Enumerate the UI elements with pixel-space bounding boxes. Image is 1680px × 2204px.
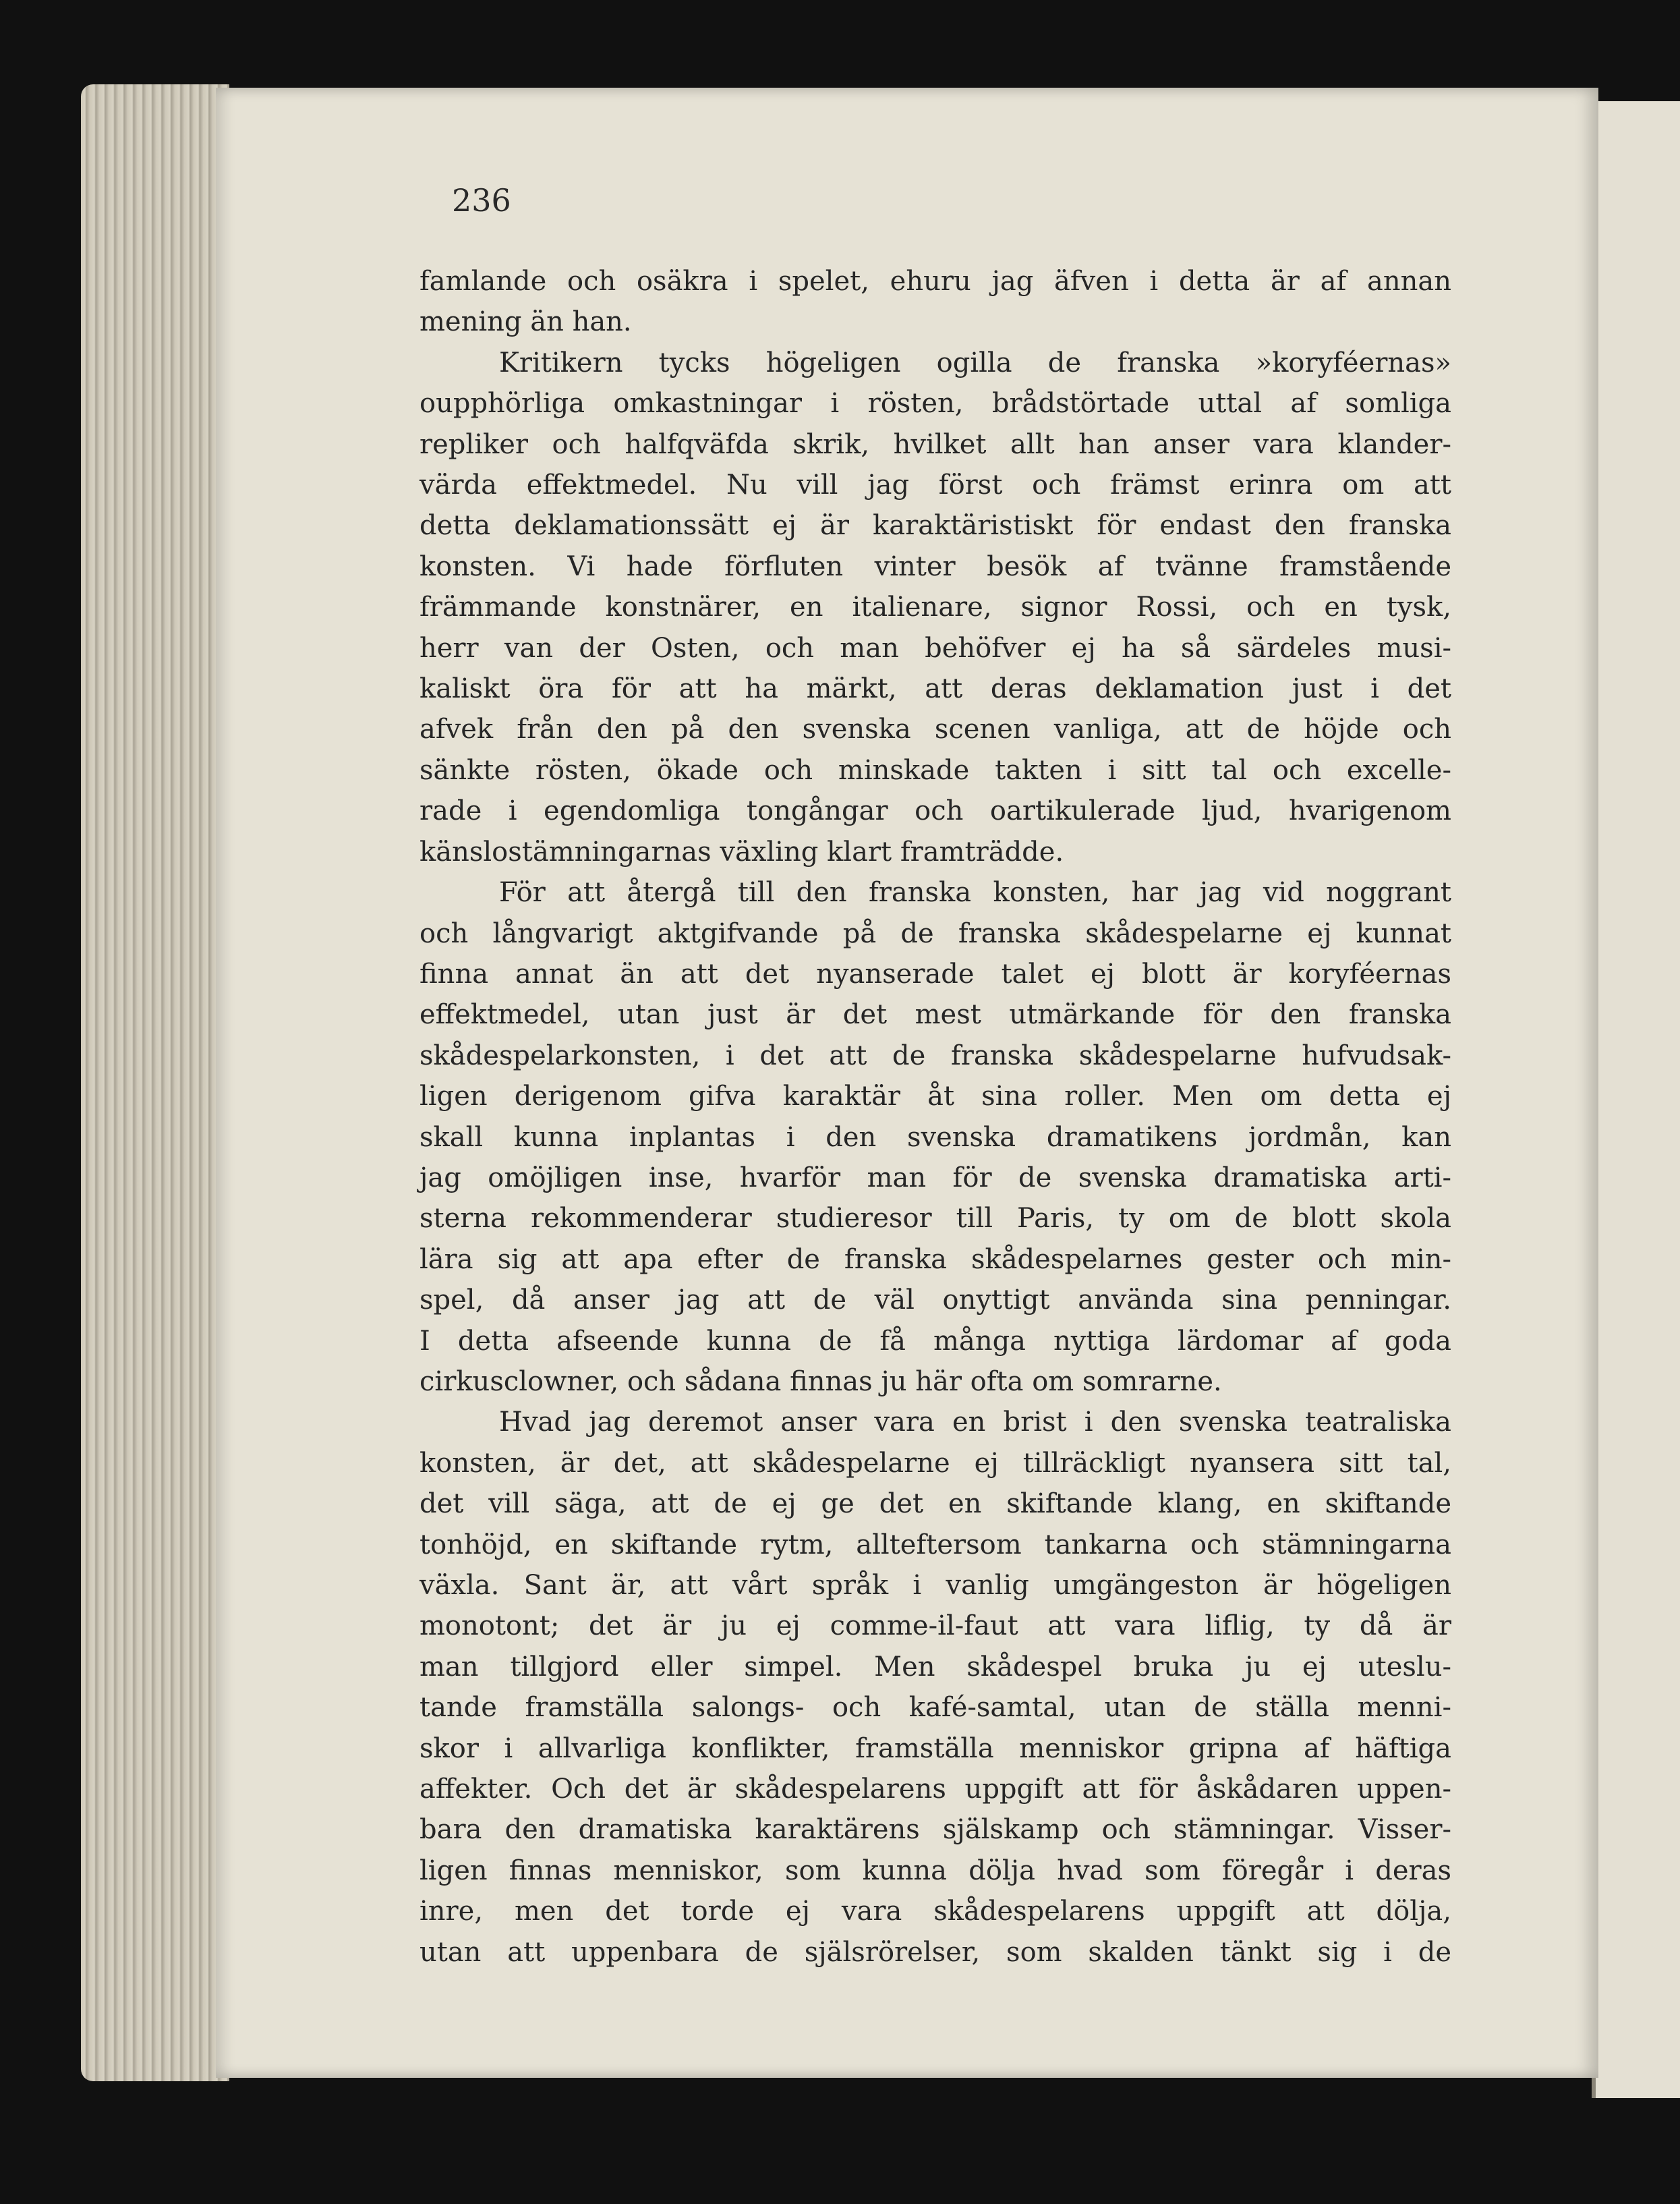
text-line: För att återgå till den franska konsten, har jag vid noggrant [499, 877, 1451, 909]
text-line: sänkte rösten, ökade och minskade takten i sitt tal och excelle- [419, 754, 1451, 786]
text-line: man tillgjord eller simpel. Men skådespel bruka ju ej uteslu- [419, 1651, 1451, 1683]
text-line: repliker och halfqväfda skrik, hvilket allt han anser vara klander- [419, 428, 1451, 460]
text-line: skor i allvarliga konflikter, framställa menniskor gripna af häftiga [419, 1732, 1451, 1764]
text-line: Kritikern tycks högeligen ogilla de franska »koryféernas» [499, 347, 1451, 378]
text-line: främmande konstnärer, en italienare, signor Rossi, och en tysk, [419, 592, 1451, 623]
paragraph-1 [419, 261, 1451, 343]
text-line: det vill säga, att de ej ge det en skiftande klang, en skiftande [419, 1488, 1451, 1520]
text-line: oupphörliga omkastningar i rösten, brådstörtade uttal af somliga [419, 388, 1451, 420]
text-line: känslostämningarnas växling klart framträdde. [419, 836, 1064, 868]
text-line: kaliskt öra för att ha märkt, att deras deklamation just i det [419, 673, 1451, 705]
text-line: Hvad jag deremot anser vara en brist i den svenska teatraliska [499, 1407, 1451, 1438]
text-line: mening än han. [419, 306, 632, 338]
text-line: monotont; det är ju ej comme-il-faut att vara liflig, ty då är [419, 1610, 1451, 1642]
text-line: I detta afseende kunna de få många nyttiga lärdomar af goda [419, 1325, 1451, 1357]
text-line: affekter. Och det är skådespelarens uppgift att för åskådaren uppen- [419, 1774, 1451, 1805]
text-line: bara den dramatiska karaktärens själskamp och stämningar. Visser- [419, 1814, 1451, 1846]
text-line: tonhöjd, en skiftande rytm, allteftersom tankarna och stämningarna [419, 1529, 1451, 1560]
text-line: detta deklamationssätt ej är karaktäristiskt för endast den franska [419, 510, 1451, 542]
text-line: ligen finnas menniskor, som kunna dölja hvad som föregår i deras [419, 1855, 1451, 1886]
facing-page-edge [1592, 101, 1680, 2098]
book-page-edges [81, 84, 229, 2081]
text-line: jag omöjligen inse, hvarför man för de svenska dramatiska arti- [419, 1162, 1451, 1193]
page-number: 236 [452, 182, 511, 219]
text-line: sterna rekommenderar studieresor till Paris, ty om de blott skola [419, 1203, 1451, 1235]
text-line: och långvarigt aktgifvande på de franska skådespelarne ej kunnat [419, 917, 1451, 949]
text-line: spel, då anser jag att de väl onyttigt använda sina penningar. [419, 1284, 1451, 1316]
text-line: finna annat än att det nyanserade talet ej blott är koryféernas [419, 958, 1451, 990]
paragraph-2 [419, 343, 1451, 872]
text-line: inre, men det torde ej vara skådespelarens uppgift att dölja, [419, 1896, 1451, 1927]
text-line: cirkusclowner, och sådana finnas ju här ofta om somrarne. [419, 1365, 1222, 1397]
text-line: utan att uppenbara de själsrörelser, som skalden tänkt sig i de [419, 1936, 1451, 1968]
text-line: famlande och osäkra i spelet, ehuru jag äfven i detta är af annan [419, 266, 1451, 297]
text-line: värda effektmedel. Nu vill jag först och främst erinra om att [419, 470, 1451, 501]
text-line: konsten, är det, att skådespelarne ej tillräckligt nyansera sitt tal, [419, 1447, 1451, 1479]
text-line: skall kunna inplantas i den svenska dramatikens jordmån, kan [419, 1121, 1451, 1153]
paragraph-3 [419, 872, 1451, 1402]
text-line: lära sig att apa efter de franska skådespelarnes gester och min- [419, 1243, 1451, 1275]
text-line: tande framställa salongs- och kafé-samtal, utan de ställa menni- [419, 1692, 1451, 1724]
text-line: konsten. Vi hade förfluten vinter besök af tvänne framstående [419, 550, 1451, 582]
text-line: skådespelarkonsten, i det att de franska skådespelarne hufvudsak- [419, 1040, 1451, 1071]
text-line: ligen derigenom gifva karaktär åt sina roller. Men om detta ej [419, 1081, 1451, 1112]
text-line: växla. Sant är, att vårt språk i vanlig umgängeston är högeligen [419, 1570, 1451, 1601]
text-line: effektmedel, utan just är det mest utmärkande för den franska [419, 999, 1451, 1031]
text-line: herr van der Osten, och man behöfver ej ha så särdeles musi- [419, 632, 1451, 664]
text-line: afvek från den på den svenska scenen vanliga, att de höjde och [419, 714, 1451, 745]
body-text [419, 261, 1451, 1973]
text-line: rade i egendomliga tongångar och oartikulerade ljud, hvarigenom [419, 795, 1451, 827]
paragraph-4 [419, 1402, 1451, 1973]
